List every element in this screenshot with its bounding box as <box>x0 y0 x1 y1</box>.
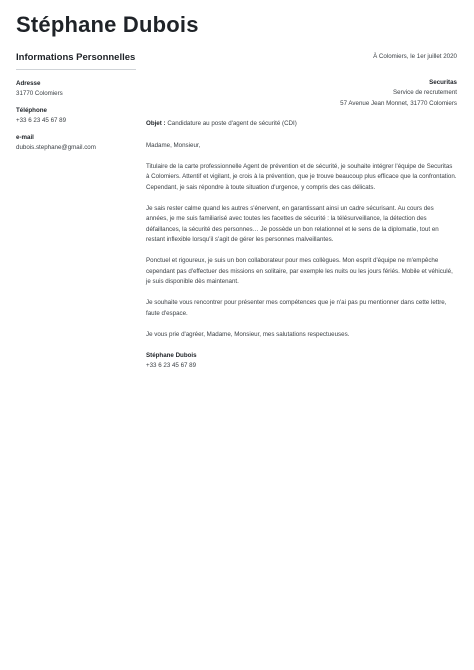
paragraph: Je souhaite vous rencontrer pour présenter mes compétences que je n'ai pas pu mentionner dans cette lettre, faute d'espace. <box>146 299 447 317</box>
field-value: dubois.stephane@gmail.com <box>16 144 96 151</box>
signature-name: Stéphane Dubois <box>146 351 197 359</box>
paragraph: Je sais rester calme quand les autres s'énervent, en garantissant ainsi un cadre sécurisant. Au cours des années, je me suis familiarisé avec toutes les facettes de sécurité : la télésurveillance, la détection des défaillances, la sécurité des personnes… Je possède un bon relationnel et le sens de la diplomatie, tout en restant inflexible lorsqu'il s'agit de gérer les personnes malveillantes. <box>146 204 439 243</box>
recipient-address: 57 Avenue Jean Monnet, 31770 Colomiers <box>340 99 457 107</box>
recipient-block <box>146 78 457 110</box>
email-field <box>16 134 136 151</box>
object-text: Candidature au poste d'agent de sécurité (CDI) <box>165 120 297 127</box>
field-label: Adresse <box>16 80 41 87</box>
field-value: +33 6 23 45 67 89 <box>16 117 67 124</box>
object-label: Objet : <box>146 120 166 127</box>
field-value: 31770 Colomiers <box>16 90 63 97</box>
closing: Je vous prie d'agréer, Madame, Monsieur, mes salutations respectueuses. <box>146 330 350 338</box>
field-label: e-mail <box>16 134 34 141</box>
field-label: Téléphone <box>16 107 47 114</box>
phone-field <box>16 107 136 124</box>
address-field <box>16 80 136 97</box>
applicant-name: Stéphane Dubois <box>16 12 199 37</box>
paragraph: Titulaire de la carte professionnelle Agent de prévention et de sécurité, je souhaite intégrer l'équipe de Securitas à Colomiers. Attentif et vigilant, je crois à la prévention, que je trouve beaucoup plus efficace que la confrontation. Cependant, je sais répondre à toute situation d'urgence, y compris des cas délicats. <box>146 162 457 191</box>
letter-object <box>146 119 457 130</box>
paragraph: Ponctuel et rigoureux, je suis un bon collaborateur pour mes collègues. Mon esprit d'équipe ne m'empêche cependant pas d'effectuer des missions en solitaire, par exemple les nuits ou les jours fériés. Mobile et véhiculé, je suis disponible dès maintenant. <box>146 257 453 285</box>
letter-date: À Colomiers, le 1er juillet 2020 <box>373 53 457 60</box>
signature-phone: +33 6 23 45 67 89 <box>146 362 197 369</box>
signature-block <box>146 351 457 372</box>
letter-body <box>146 52 457 372</box>
section-title: Informations Personnelles <box>16 52 136 70</box>
recipient-name: Securitas <box>429 78 457 86</box>
personal-info-section <box>16 52 136 161</box>
recipient-department: Service de recrutement <box>393 89 457 96</box>
greeting: Madame, Monsieur, <box>146 141 201 149</box>
